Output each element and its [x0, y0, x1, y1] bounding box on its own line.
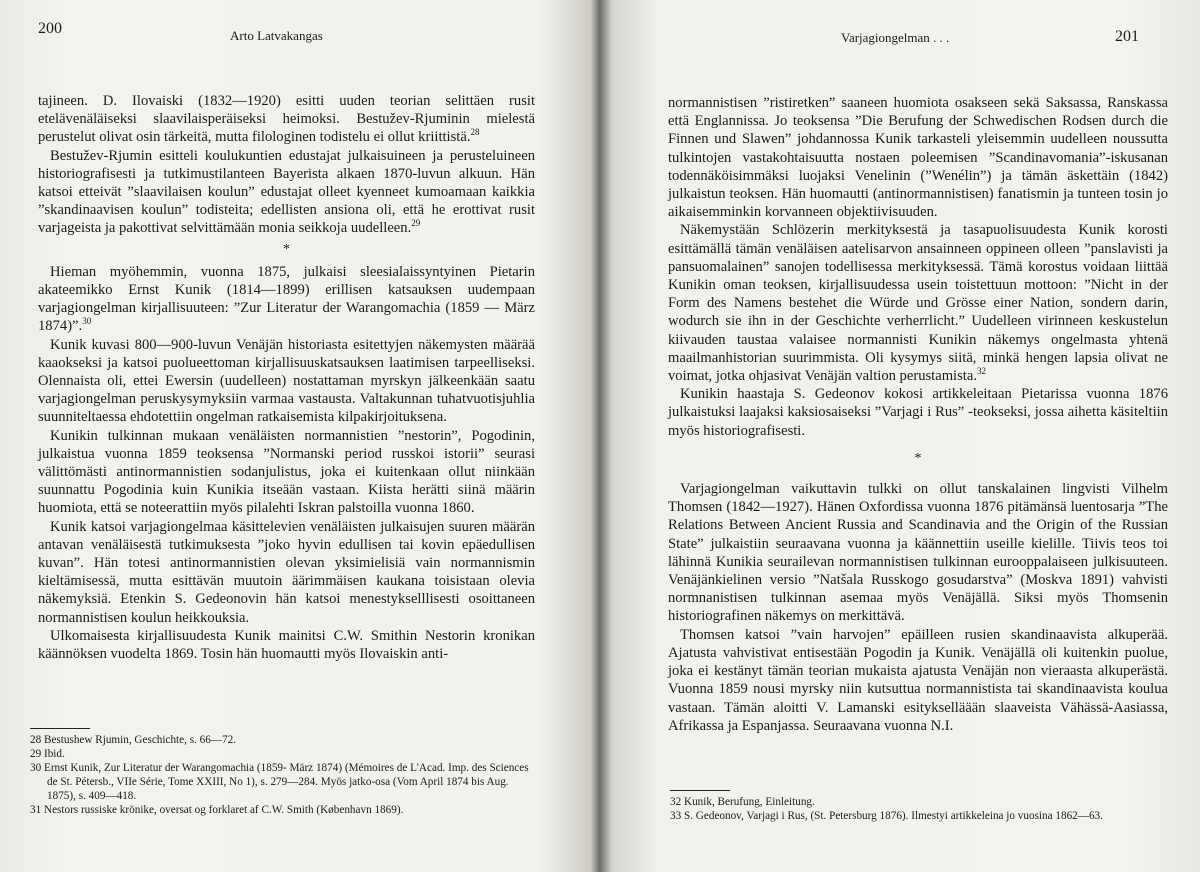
paragraph: Kunik kuvasi 800—900-luvun Venäjän historiasta esitettyjen näkemysten määrää kaaokseksi ja katsoi puolueettoman kirjallisuuskatsauksen laatimisen tarpeelliseksi. Olennaista oli, ettei Ewersin (uudelleen) nostattaman myrskyn jälkeenkään saatu varjagiongelman peruskysymyksiin varmaa vastausta. Valtakunnan tuhatvuotisjuhlia suunniteltaessa ehdotettiin ongelman ratkaisemista kilpakirjoituksena.	[38, 336, 535, 426]
right-body-text	[668, 94, 1168, 735]
footnote: 32 Kunik, Berufung, Einleitung.	[670, 796, 815, 808]
right-footnotes	[670, 795, 1170, 823]
paragraph: Kunikin haastaja S. Gedeonov kokosi artikkeleitaan Pietarissa vuonna 1876 julkaistuksi laajaksi kaksiosaiseksi ”Varjagi i Rus” -teokseksi, jossa aihetta käsiteltiin myös historiografisesti.	[668, 386, 1168, 439]
footnote: 30 Ernst Kunik, Zur Literatur der Warangomachia (1859- März 1874) (Mémoires de L'Acad. Imp. des Sciences de St. Pétersb., VIIe Série, Tome XXIII, No 1), s. 279—284. Myös jatko-osa (Vom April 1874 bis Aug. 1875), s. 409—418.	[30, 762, 529, 802]
paragraph: Ulkomaisesta kirjallisuudesta Kunik mainitsi C.W. Smithin Nestorin kronikan käännöksen vuodelta 1869. Tosin hän huomautti myös Ilovaiskin anti-	[38, 627, 535, 663]
running-head-right: Varjagiongelman . . .	[841, 30, 950, 45]
section-separator: *	[283, 241, 290, 257]
paragraph: tajineen. D. Ilovaiski (1832—1920) esitti uuden teorian selittäen rusit etelävenäläiseksi slaavilaisperäiseksi heimoksi. Bestužev-Rjuminin mielestä perustelut olivat osin tärkeitä, mutta filologinen todistelu ei ollut kriittistä.$^{28}$	[38, 93, 535, 146]
footnote: 28 Bestushew Rjumin, Geschichte, s. 66—72.	[30, 734, 237, 746]
paragraph: Bestužev-Rjumin esitteli koulukuntien edustajat julkaisuineen ja perusteluineen historiografisesti ja tutkimustilanteen Bayerista alkaen 1870-luvun alkuun. Hän katsoi etteivät ”slaavilaisen koulun” edustajat olleet kyenneet kumoamaan kaikkia ”skandinaavisen koulun” todisteita; edellisten ansiona oli, että he erottivat rusit varjageista ja pakottivat selvittämään monia seikkoja uudelleen.$^{29}$	[38, 147, 535, 237]
paragraph: Hieman myöhemmin, vuonna 1875, julkaisi sleesialaissyntyinen Pietarin akateemikko Ernst Kunik (1814—1899) erillisen katsauksen uudempaan varjagiongelman kirjallisuuteen: ”Zur Literatur der Warangomachia (1859 — März 1874)”.$^{30}$	[38, 263, 535, 335]
left-page	[0, 0, 595, 872]
page-number-right: 201	[1115, 28, 1139, 45]
paragraph: Thomsen katsoi ”vain harvojen” epäilleen rusien skandinaavista alkuperää. Ajatusta vahvistivat entisestään Pogodin ja Kunik. Venäjällä oli kuitenkin puolue, joka ei kestänyt tämän teorian mukaista ajatusta Venäjän non vieraasta alkuperästä. Vuonna 1859 nousi myrsky niin kutsuttua normannistista tai skandinaavista koulua vastaan. Tämän aloitti V. Lamanski esitykselläään slaaveista Vähässä-Aasiassa, Afrikassa ja Espanjassa. Seuraavana vuonna N.I.	[668, 626, 1168, 734]
paragraph: Kunik katsoi varjagiongelmaa käsittelevien venäläisten julkaisujen suuren määrän antavan venäläisestä tutkimuksesta ”joko hyvin edullisen tai kovin epäedullisen kuvan”. Hän totesi antinormannistien olevan yksimielisiä vain normannismin kieltämisessä, mutta esittävän muutoin äärimmäisen kaukana toisistaan olevia näkemyksiä. Etenkin S. Gedeonovin hän katsoi menestykselllisesti osoittaneen normannistisen koulun heikkouksia.	[38, 518, 535, 626]
paragraph: normannistisen ”ristiretken” saaneen huomiota osakseen sekä Saksassa, Ranskassa että Englannissa. Jo teoksensa ”Die Berufung der Schwedischen Rodsen durch die Finnen und Slawen” johdannossa Kunik tarkasteli yleisemmin uudelleen noussutta tulkintojen vastakohtaisuutta nostaen poleemisen ”Scandinavomania”-iskusanan todennäköisimmäksi luojaksi Venelinin (”Wenélin”) ja tämän äskettäin (1842) julkaistun teoksen. Hän huomautti (antinormannistisen) fanatismin ja tunteen tosin jo aikaisemminkin korvanneen objektiivisuuden.	[668, 95, 1168, 221]
footnote: 29 Ibid.	[30, 748, 65, 760]
paragraph: Kunikin tulkinnan mukaan venäläisten normannistien ”nestorin”, Pogodinin, julkaistua vuonna 1859 teoksensa ”Normanski period russkoi istorii” seurasi välittömästi antinormannistien sodanjulistus, joka ei kuitenkaan ollut niinkään suunnattu Pogodinia kuin Kunikia itseään vastaan. Kiista herätti siinä määrin huomiota, että se noteerattiin myös pilalehti Iskran palstoilla vuonna 1860.	[38, 427, 535, 517]
section-separator: *	[914, 450, 922, 466]
paragraph: Näkemystään Schlözerin merkityksestä ja tasapuolisuudesta Kunik korosti esittämällä tämän venäläisen aatelisarvon ansainneen oppineen olleen ”panslavisti ja pansuomalainen” sanojen todellisessa merkityksessä. Tämä korostus voidaan liittää Kunikin oman teoksen, kirjallisuudessa usein toistettuun mottoon: ”Nicht in der Form des Namens bestehet die Würde und Grösse einer Nation, sondern darin, wodurch sie ihn in der Geschichte verherrlicht.” Uudelleen virinneen keskustelun kiivauden taustaa valaisee normannisti Kunikin näkemys ongelmasta yhtenä maailmanhistorian suurimmista. Oli kysymys siitä, minkä hengen lapsia olivat ne voimat, jotka ohjasivat Venäjän valtion perustamista.$^{32}$	[668, 222, 1168, 385]
footnote: 31 Nestors russiske krönike, oversat og forklaret af C.W. Smith (København 1869).	[30, 804, 404, 816]
left-body-text	[38, 92, 535, 663]
left-footnotes	[30, 733, 535, 817]
right-page	[605, 0, 1200, 872]
footnote-rule	[670, 790, 730, 791]
page-number-left: 200	[38, 20, 62, 37]
footnote-rule	[30, 728, 90, 729]
paragraph: Varjagiongelman vaikuttavin tulkki on ollut tanskalainen lingvisti Vilhelm Thomsen (1842—1927). Hänen Oxfordissa vuonna 1876 pitämänsä luentosarja ”The Relations Between Ancient Russia and Scandinavia and the Origin of the Russian State” julkaistiin seuraavana vuonna ja käännettiin useille kielille. Tiivis teos toi lähinnä Kunikia seurailevan normannistisen tulkinnan eurooppalaiseen julkisuuteen. Venäjänkielinen versio ”Natšala Russkogo gosudarstva” (Moskva 1891) vahvisti normnanistisen tulkinnan asemaa myös Venäjällä. Siksi myös Thomsenin historiografinen näkemys on merkittävä.	[668, 481, 1168, 625]
footnote: 33 S. Gedeonov, Varjagi i Rus, (St. Petersburg 1876). Ilmestyi artikkeleina jo vuosina 1862—63.	[670, 810, 1103, 822]
running-head-left: Arto Latvakangas	[230, 28, 323, 43]
